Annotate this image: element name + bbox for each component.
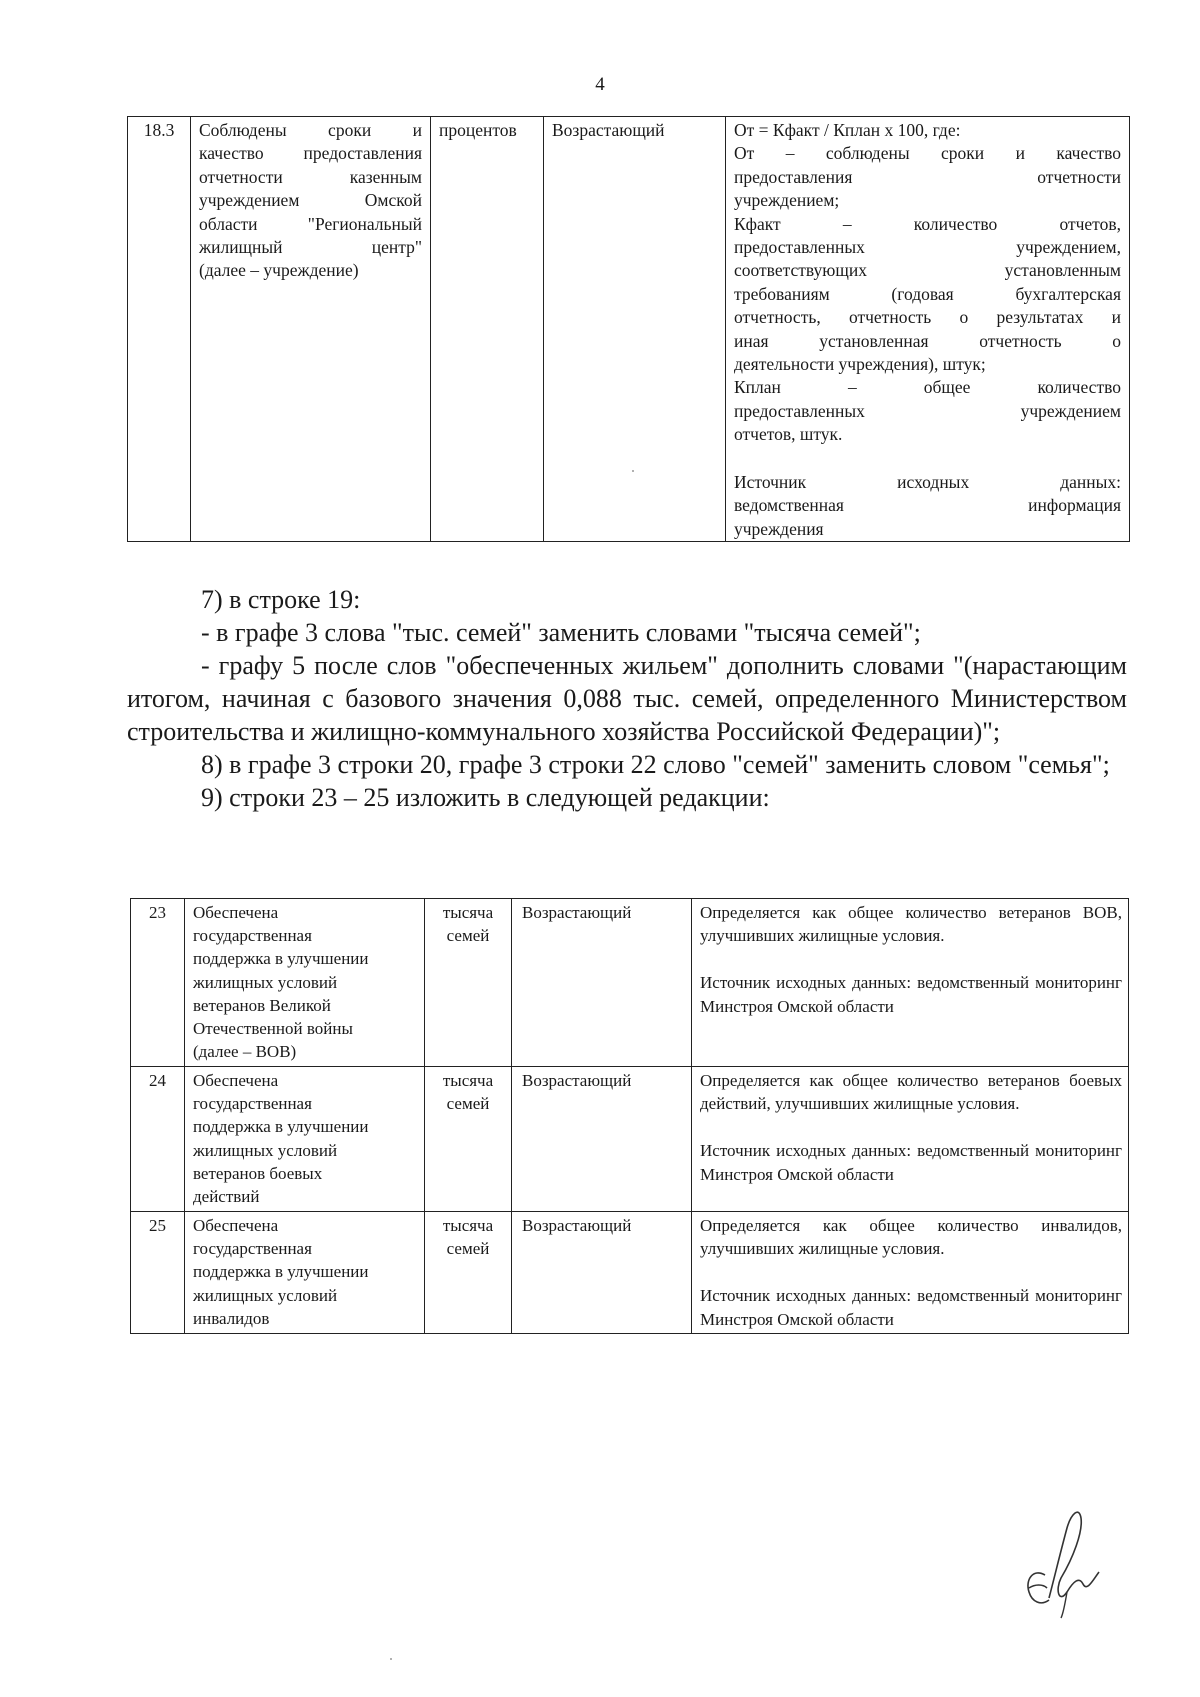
indicator-line: Обеспечена bbox=[193, 1216, 279, 1235]
method-text: Определяется как общее количество ветеранов ВОВ, улучшивших жилищные условия. bbox=[700, 903, 1122, 946]
method-line: отчетность, отчетность о результатах и bbox=[734, 307, 1121, 328]
indicator-line: жилищных условий bbox=[193, 1140, 338, 1160]
handwritten-signature bbox=[1015, 1480, 1125, 1620]
row-number: 25 bbox=[131, 1212, 185, 1334]
method-line: предоставленных учреждением bbox=[734, 400, 1121, 421]
method-cell bbox=[692, 1212, 1129, 1334]
indicator-name-cell bbox=[185, 1212, 425, 1334]
direction-cell: Возрастающий bbox=[512, 1212, 692, 1334]
source-line: учреждения bbox=[734, 518, 824, 539]
indicator-line: поддержка в улучшении bbox=[193, 949, 369, 969]
indicator-table-row-18-3 bbox=[127, 116, 1130, 542]
unit-cell: процентов bbox=[431, 117, 544, 542]
method-line: предоставленных учреждением, bbox=[734, 237, 1121, 258]
indicator-line: области "Региональный bbox=[199, 213, 422, 234]
method-line: предоставления отчетности bbox=[734, 166, 1121, 187]
indicator-line: учреждением Омской bbox=[199, 190, 422, 211]
source-text: Источник исходных данных: ведомственный мониторинг Минстроя Омской области bbox=[700, 973, 1122, 1016]
indicator-line: инвалидов bbox=[193, 1308, 270, 1328]
method-line: Кфакт – количество отчетов, bbox=[734, 213, 1121, 234]
method-cell bbox=[692, 1067, 1129, 1212]
indicator-line: качество предоставления bbox=[199, 143, 422, 164]
paragraph-7: 7) в строке 19: bbox=[201, 585, 361, 614]
source-line: ведомственная информация bbox=[734, 495, 1121, 516]
row-number: 24 bbox=[131, 1067, 185, 1212]
row-number: 18.3 bbox=[128, 117, 191, 542]
indicator-line: жилищных условий bbox=[193, 972, 338, 992]
method-cell bbox=[692, 899, 1129, 1067]
method-line: отчетов, штук. bbox=[734, 424, 843, 445]
indicator-line: государственная bbox=[193, 1094, 312, 1114]
method-line: деятельности учреждения), штук; bbox=[734, 354, 986, 375]
unit-line: семей bbox=[446, 1239, 490, 1259]
indicator-line: ветеранов Великой bbox=[193, 995, 331, 1015]
source-text: Источник исходных данных: ведомственный мониторинг Минстроя Омской области bbox=[700, 1286, 1122, 1329]
paragraph-7-item-2: - графу 5 после слов "обеспеченных жильем" дополнить словами "(нарастающим итогом, начиная с базового значения 0,088 тыс. семей, определенного Министерством строительства и жилищно-коммунального хозяйства Российской Федерации)"; bbox=[127, 651, 1127, 746]
row-number: 23 bbox=[131, 899, 185, 1067]
indicator-line: поддержка в улучшении bbox=[193, 1262, 369, 1282]
paragraph-8: 8) в графе 3 строки 20, графе 3 строки 22 слово "семей" заменить словом "семья"; bbox=[201, 750, 1110, 779]
unit-line: тысяча bbox=[442, 903, 494, 922]
indicator-line: поддержка в улучшении bbox=[193, 1117, 369, 1137]
method-line: Кплан – общее количество bbox=[734, 377, 1121, 398]
direction-cell: Возрастающий bbox=[512, 1067, 692, 1212]
unit-line: семей bbox=[446, 1094, 490, 1114]
indicator-line: ветеранов боевых bbox=[193, 1163, 323, 1183]
indicator-line: Обеспечена bbox=[193, 903, 279, 922]
source-text: Источник исходных данных: ведомственный мониторинг Минстроя Омской области bbox=[700, 1141, 1122, 1184]
unit-line: тысяча bbox=[442, 1216, 494, 1235]
method-line: иная установленная отчетность о bbox=[734, 330, 1121, 351]
indicator-line: Отечественной войны bbox=[193, 1019, 353, 1039]
unit-line: тысяча bbox=[442, 1071, 494, 1090]
page-number: 4 bbox=[595, 74, 605, 95]
scan-speck bbox=[632, 470, 634, 472]
indicator-line: (далее – учреждение) bbox=[199, 260, 359, 281]
indicator-line: государственная bbox=[193, 1239, 312, 1259]
indicator-line: жилищных условий bbox=[193, 1285, 338, 1305]
method-cell bbox=[726, 117, 1130, 542]
direction-cell: Возрастающий bbox=[544, 117, 726, 542]
scan-speck bbox=[390, 1658, 392, 1660]
table-row bbox=[128, 117, 1130, 542]
indicator-line: государственная bbox=[193, 926, 312, 946]
indicator-line: Соблюдены сроки и bbox=[199, 120, 422, 140]
table-row bbox=[131, 1067, 1129, 1212]
unit-cell bbox=[425, 1067, 512, 1212]
indicator-line: жилищный центр" bbox=[199, 237, 422, 258]
indicator-line: отчетности казенным bbox=[199, 166, 422, 187]
direction-cell: Возрастающий bbox=[512, 899, 692, 1067]
method-text: Определяется как общее количество инвалидов, улучшивших жилищные условия. bbox=[700, 1216, 1122, 1259]
method-text: Определяется как общее количество ветеранов боевых действий, улучшивших жилищные условия. bbox=[700, 1071, 1122, 1114]
table-row bbox=[131, 1212, 1129, 1334]
indicator-table-rows-23-25 bbox=[130, 898, 1129, 1334]
indicator-line: (далее – ВОВ) bbox=[193, 1042, 297, 1062]
method-line: От = Кфакт / Кплан х 100, где: bbox=[734, 120, 961, 140]
indicator-name-cell bbox=[191, 117, 431, 542]
paragraph-9: 9) строки 23 – 25 изложить в следующей редакции: bbox=[201, 783, 770, 812]
source-line: Источник исходных данных: bbox=[734, 471, 1121, 492]
paragraph-7-item-1: - в графе 3 слова "тыс. семей" заменить словами "тысяча семей"; bbox=[201, 618, 921, 647]
indicator-line: Обеспечена bbox=[193, 1071, 279, 1090]
amendment-text bbox=[127, 583, 1127, 814]
method-line: требованиям (годовая бухгалтерская bbox=[734, 283, 1121, 304]
method-line: соответствующих установленным bbox=[734, 260, 1121, 281]
indicator-name-cell bbox=[185, 899, 425, 1067]
table-row bbox=[131, 899, 1129, 1067]
method-line: От – соблюдены сроки и качество bbox=[734, 143, 1121, 164]
unit-line: семей bbox=[446, 926, 490, 946]
unit-cell bbox=[425, 899, 512, 1067]
unit-cell bbox=[425, 1212, 512, 1334]
indicator-line: действий bbox=[193, 1187, 260, 1207]
indicator-name-cell bbox=[185, 1067, 425, 1212]
method-line: учреждением; bbox=[734, 190, 840, 211]
